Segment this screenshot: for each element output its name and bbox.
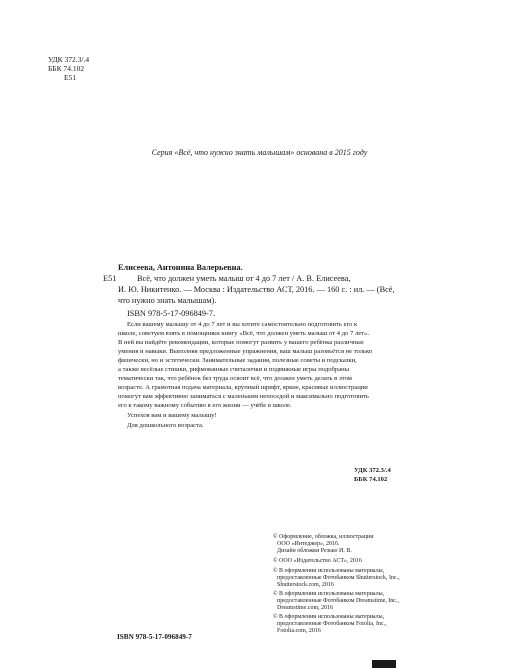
annotation-line: умения и навыки. Выполняя предложенные упражнения, ваш малыш разовьётся не только: [118, 348, 373, 355]
author-mark: Е51: [64, 73, 77, 82]
catalog-description-line: Всё, что должен уметь малыш от 4 до 7 лет / А. В. Елисеева,: [137, 274, 351, 283]
series-note: Серия «Всё, что нужно знать малышам» основана в 2015 году: [151, 148, 368, 157]
copyright-line: предоставленные Фотобанком Dreamstime, Inc.,: [277, 598, 399, 604]
catalog-author: Елисеева, Антонина Валерьевна.: [118, 263, 243, 272]
copyright-line: © В оформлении использованы материалы,: [273, 568, 385, 574]
annotation-line: В ней вы найдёте рекомендации, которые помогут развить у вашего ребёнка различные: [118, 339, 364, 346]
annotation-line: а также весёлые стишки, рифмованные считалочки и подвижные игры подобраны: [118, 366, 350, 373]
catalog-description-line: И. Ю. Никитенко. — Москва : Издательство АСТ, 2016. — 160 с. : ил. — (Всё,: [118, 285, 395, 294]
annotation-line: его к такому важному событию в его жизни — учёбе в школе.: [118, 402, 292, 409]
catalog-description-line: что нужно знать малышам).: [118, 296, 217, 305]
copyright-line: Fotolia.com, 2016: [277, 628, 321, 634]
copyright-line: предоставленные Фотобанком Shutterstock, Inc.,: [277, 575, 400, 581]
page-edge-mark: [372, 660, 396, 668]
catalog-author-mark: Е51: [103, 274, 117, 283]
annotation-line: физически, но и эстетически. Занимательные задания, полезные советы и подсказки,: [118, 357, 357, 364]
udk-code: УДК 372.3/.4: [48, 55, 90, 64]
bbk-code: ББК 74.102: [48, 64, 85, 73]
annotation-line: возрасте. А грамотная подача материала, крупный шрифт, яркие, красивые иллюстрации: [118, 384, 368, 391]
annotation-line: школе, советуем взять в помощники книгу «Всё, что должен уметь малыш от 4 до 7 лет».: [118, 330, 369, 337]
annotation-line: помогут вам эффективно заниматься с маленьким непоседой и максимально подготовить: [118, 393, 369, 400]
catalog-isbn: ISBN 978-5-17-096849-7.: [127, 309, 216, 318]
copyright-line: Shutterstock.com, 2016: [277, 582, 334, 588]
copyright-line: предоставленные Фотобанком Fotolia, Inc.,: [277, 621, 387, 627]
annotation-line: Успехов вам и вашему малышу!: [127, 412, 217, 419]
annotation-line: тематически так, что ребёнок без труда освоит всё, что должен уметь делать в этом: [118, 375, 352, 382]
copyright-line: Дизайн обложки Резько И. В.: [277, 548, 352, 554]
udk-code-right: УДК 372.3/.4: [354, 467, 391, 474]
annotation-line: Если вашему малышу от 4 до 7 лет и вы хотите самостоятельно подготовить его к: [127, 321, 358, 328]
annotation-line: Для дошкольного возраста.: [127, 422, 204, 429]
isbn-bottom: ISBN 978-5-17-096849-7: [117, 633, 192, 641]
copyright-line: © ООО «Издательство АСТ», 2016: [273, 558, 362, 564]
copyright-line: ООО «Интеджер», 2016.: [277, 541, 340, 547]
copyright-line: © В оформлении использованы материалы,: [273, 591, 385, 597]
copyright-line: © Оформление, обложка, иллюстрации: [273, 534, 374, 540]
copyright-line: Dreamstime.com, 2016: [277, 605, 334, 611]
copyright-line: © В оформлении использованы материалы,: [273, 614, 385, 620]
bbk-code-right: ББК 74.102: [354, 476, 388, 483]
